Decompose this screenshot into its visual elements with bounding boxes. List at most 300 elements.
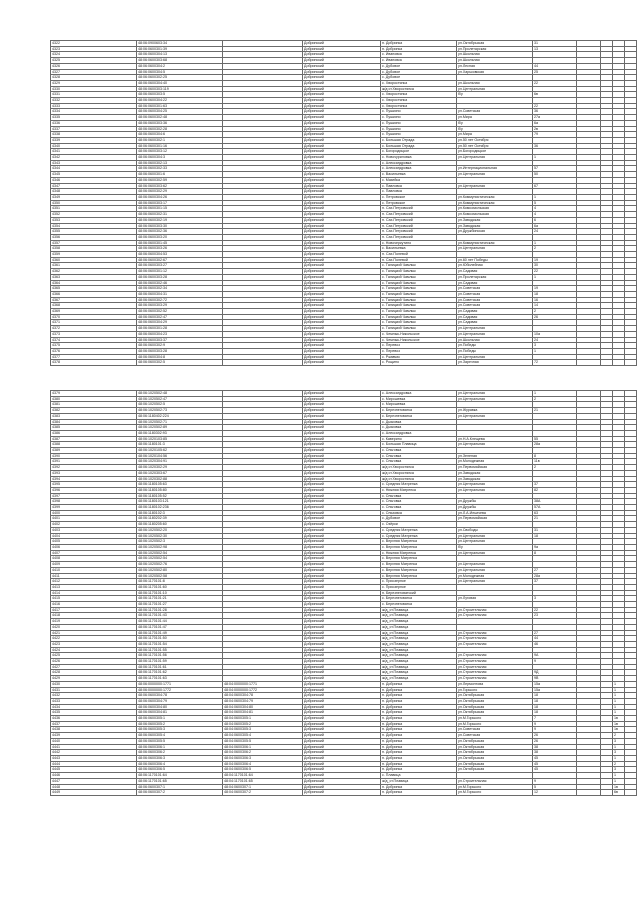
table-cell: ул.М.Горького [457,721,533,727]
table-cell: с. Ольговка [381,448,457,454]
table-cell: с. Большая Плавица [381,442,457,448]
table-cell: 48:04:0600306:3 [223,756,303,762]
table-cell: ж/д ст.Хворостянка [381,476,457,482]
table-cell: п. Добринка [381,790,457,796]
table-cell: ул.Пролетарская [457,274,533,280]
table-cell: Добринский [303,240,381,246]
table-cell: ул.Юбилейная [457,263,533,269]
table-cell: 4391 [51,459,137,465]
table-cell: Добринский [303,297,381,303]
table-cell: 15а [533,687,577,693]
table-cell: ул.Центральная [457,391,533,397]
table-cell: ул.Коммунистическая [457,240,533,246]
table-cell: 3 [533,596,577,602]
table-cell: ул.Центральная [457,331,533,337]
table-cell: 48:06:0600302:48 [137,115,223,121]
table-cell: Добринский [303,303,381,309]
table-cell: 4427 [51,664,137,670]
table-cell: ул.Строительная [457,636,533,642]
table-cell: 48:06:1170101:50 [137,636,223,642]
table-row [51,360,637,366]
table-cell: с. Павловка [381,189,457,195]
table-cell: 4348 [51,189,137,195]
table-cell: 4325 [51,58,137,64]
table-cell: 48:06:1020502:20 [137,527,223,533]
table-cell: 4374 [51,337,137,343]
table-cell: с. Ивановка [381,58,457,64]
table-cell: 48:06:0600301:12 [137,269,223,275]
table-cell: 48:06:1170101:47 [137,624,223,630]
table-cell: Добринский [303,343,381,349]
table-cell: 48:06:0600302:33 [137,166,223,172]
table-cell: 1 [613,744,625,750]
table-cell: 48:06:0600303:17 [137,200,223,206]
table-cell: 26 [533,738,577,744]
table-cell: 48:06:1170101:43 [137,613,223,619]
table-cell: 2 [533,309,577,315]
table-cell: 4367 [51,297,137,303]
table-row [51,790,637,796]
table-cell: п. Добринка [381,756,457,762]
table-cell: 48:04:0600304:78 [223,693,303,699]
table-cell: Добринский [303,482,381,488]
table-cell: 24 [533,337,577,343]
table-cell: 48:06:1020502:47 [137,396,223,402]
table-cell: 48:06:0600305:2 [137,721,223,727]
table-cell: 4346 [51,177,137,183]
table-cell: ул.Октябрьская [457,744,533,750]
table-cell: п. Добринка [381,738,457,744]
table-cell: 4395 [51,482,137,488]
table-cell: 36 [533,109,577,115]
table-cell: Добринский [303,499,381,505]
table-cell: 4399 [51,505,137,511]
table-cell: 4435 [51,710,137,716]
table-cell: Добринский [303,459,381,465]
table-cell: Добринский [303,408,381,414]
table-cell: с. Александровка [381,160,457,166]
table-cell: 4358 [51,246,137,252]
table-cell: 4353 [51,217,137,223]
table-cell: с. Ржавчик [381,354,457,360]
table-cell: ул.Заречная [457,360,533,366]
table-cell: п. Добринка [381,784,457,790]
table-cell: п. Сах.Петровский [381,223,457,229]
table-cell: 4385 [51,425,137,431]
table-cell: 4438 [51,727,137,733]
table-cell: 4334 [51,109,137,115]
table-cell: с. Пушкино [381,109,457,115]
table-cell: 4364 [51,280,137,286]
table-cell: 45 [533,767,577,773]
table-cell: 48:06:0600305:3 [137,727,223,733]
table-cell: 4424 [51,647,137,653]
table-cell: Добринский [303,448,381,454]
table-cell: 4377 [51,354,137,360]
table-cell: Добринский [303,624,381,630]
table-cell: ул.Октябрьская [457,41,533,47]
table-cell: 48:06:0600304:8 [137,354,223,360]
table-cell: с. Средняя Матренка [381,533,457,539]
table-cell: Добринский [303,103,381,109]
table-cell: ж/д_ст.Плавица [381,647,457,653]
table-cell: 3 [613,767,625,773]
table-cell: 48:06:0600302:31 [137,212,223,218]
table-cell: 4336 [51,120,137,126]
table-cell: 48:06:0600307:1 [137,784,223,790]
table-cell: 4405 [51,539,137,545]
table-cell: 48:06:0600304:26 [137,194,223,200]
table-cell: 4357 [51,240,137,246]
table-cell: Добринский [303,52,381,58]
table-cell: п. Добринка [381,681,457,687]
table-cell: 2 [533,246,577,252]
table-cell: б/у [457,120,533,126]
table-cell: п. Добринка [381,761,457,767]
table-cell: 6в [613,790,625,796]
table-cell: 6а [533,223,577,229]
table-cell: Добринский [303,579,381,585]
table-cell: ул.Строительная [457,676,533,682]
table-cell: с. Ольговка [381,493,457,499]
table-cell: 1 [613,773,625,779]
table-cell: 1 [533,155,577,161]
table-cell: Добринский [303,396,381,402]
table-cell: Добринский [303,337,381,343]
table-cell: 48:06:1170101:27 [137,602,223,608]
table-cell: Добринский [303,453,381,459]
table-cell: ж/д_ст.Плавица [381,676,457,682]
table-cell: 4444 [51,761,137,767]
table-cell: ул.Советская [457,733,533,739]
table-cell: с. Новочуриловка [381,155,457,161]
table-cell: 4384 [51,419,137,425]
table-cell: с. Нижняя Матренка [381,550,457,556]
table-cell: 4373 [51,331,137,337]
table-cell: 19 [533,257,577,263]
table-cell: с. Верхняя Матренка [381,562,457,568]
table-cell: 4434 [51,704,137,710]
table-cell: 48:06:0600301:28 [137,326,223,332]
table-cell: 57 [533,166,577,172]
table-cell: п. Добринка [381,767,457,773]
table-cell: Добринский [303,522,381,528]
table-cell: с. Верхняя Матренка [381,539,457,545]
table-cell: Добринский [303,331,381,337]
table-cell: с. Березнеговатка [381,596,457,602]
table-cell: Добринский [303,425,381,431]
table-cell: ул.Заводская [457,476,533,482]
table-cell: Добринский [303,286,381,292]
table-cell: Добринский [303,716,381,722]
table-cell: 2 [613,733,625,739]
table-cell: Добринский [303,761,381,767]
table-cell: 48:06:1170101:49 [137,630,223,636]
table-cell: 4351 [51,206,137,212]
table-cell: с. Озёрки [381,522,457,528]
table-cell: 4328 [51,75,137,81]
table-cell: с. Каверино [381,436,457,442]
table-cell: п. Сах.Петровский [381,206,457,212]
table-cell: Добринский [303,516,381,522]
table-cell: 18 [533,698,577,704]
table-cell: Добринский [303,257,381,263]
table-cell: с. Ивановка [381,52,457,58]
table-cell: ул.Дружбы [457,499,533,505]
table-cell: 1 [533,391,577,397]
table-cell: 4433 [51,698,137,704]
table-cell: Добринский [303,223,381,229]
table-cell: п. Добринка [381,46,457,52]
table-cell: Добринский [303,602,381,608]
table-cell: 4340 [51,143,137,149]
table-cell: ул.Победы [457,348,533,354]
table-cell: с. Пушкино [381,126,457,132]
table-cell: 79 [533,132,577,138]
table-cell: 48:06:0600303:36 [137,120,223,126]
table-cell: 48:06:0600304:40 [137,80,223,86]
table-cell: Добринский [303,155,381,161]
table-cell: Добринский [303,527,381,533]
table-cell: Добринский [303,263,381,269]
table-cell: 9а [533,544,577,550]
table-cell: п. Добринка [381,750,457,756]
table-cell: 4370 [51,314,137,320]
table-cell: 4408 [51,556,137,562]
table-cell: 3 [613,738,625,744]
table-cell: ул.Победы [457,343,533,349]
table-cell: 18 [533,291,577,297]
table-cell: 48:04:0600306:1 [223,744,303,750]
table-cell: 48:06:0600302:5 [137,360,223,366]
table-cell: с. Рощино [381,360,457,366]
table-cell [613,360,625,366]
table-cell: 4327 [51,69,137,75]
table-cell: 48:04:0600305:4 [223,733,303,739]
table-cell: 48:06:0600303:27 [137,263,223,269]
table-cell: ул.Коммунистическая [457,194,533,200]
table-cell: 18 [533,704,577,710]
table-cell: Добринский [303,505,381,511]
table-cell: Добринский [303,92,381,98]
table-cell: 4331 [51,92,137,98]
table-cell: Добринский [303,676,381,682]
table-cell: Добринский [303,229,381,235]
table-cell: Добринский [303,354,381,360]
table-cell: Добринский [303,320,381,326]
table-cell: 27 [533,630,577,636]
table-cell: 22 [533,103,577,109]
table-cell: 4412 [51,579,137,585]
table-cell: 48:06:1020303:67 [137,470,223,476]
table-cell: ул.Интернациональная [457,166,533,172]
table-cell: 4420 [51,624,137,630]
table-cell: ул.Центральная [457,482,533,488]
table-cell: 48:06:1020502:71 [137,419,223,425]
table-cell: 50 [533,172,577,178]
table-cell: ул.Горького [457,687,533,693]
table-cell: 4407 [51,550,137,556]
table-cell: с. Талицкий Чамлык [381,320,457,326]
table-cell: 2в [533,126,577,132]
table-cell: Добринский [303,360,381,366]
table-cell: 13 [533,46,577,52]
table-cell: 48:06:1020105:62 [137,448,223,454]
table-cell: ул.Садовая [457,320,533,326]
table-cell: 6а [533,120,577,126]
table-cell: с. Пушкино [381,120,457,126]
table-cell: 4350 [51,200,137,206]
table-cell: 9Д [533,670,577,676]
table-cell: Добринский [303,58,381,64]
table-cell: 63 [533,510,577,516]
table-cell: Добринский [303,727,381,733]
table-cell: 4387 [51,436,137,442]
table-cell: 48:04:0600305:5 [223,738,303,744]
table-cell: ул.Центральная [457,326,533,332]
table-cell: 4421 [51,630,137,636]
table-cell: 48:06:0600302:9 [137,343,223,349]
table-cell: 1 [613,681,625,687]
table-cell: 48:04:0600307:2 [223,790,303,796]
table-cell: Добринский [303,584,381,590]
table-cell: 4322 [51,41,137,47]
table-cell: 4423 [51,641,137,647]
table-cell: Добринский [303,402,381,408]
table-cell: 48:06:0600304:3 [137,155,223,161]
table-cell: Добринский [303,430,381,436]
table-cell: 55 [533,436,577,442]
table-cell: с. Хворостянка [381,80,457,86]
table-cell: 48:06:0600304:79 [137,698,223,704]
table-cell: 4409 [51,562,137,568]
table-cell: ул.Советская [457,303,533,309]
table-cell: 18 [533,710,577,716]
table-cell: 48:06:0600306:2 [137,750,223,756]
table-cell: 24 [533,229,577,235]
table-cell: ж/д_ст.Плавица [381,619,457,625]
table-cell: 4383 [51,413,137,419]
table-cell: Добринский [303,120,381,126]
table-cell: ул.Школьная [457,58,533,64]
table-cell: с. Мазейка [381,177,457,183]
table-cell: Добринский [303,391,381,397]
table-cell: Добринский [303,613,381,619]
table-cell: 4335 [51,115,137,121]
table-cell: Добринский [303,46,381,52]
table-cell: Добринский [303,149,381,155]
table-cell: 18 [533,693,577,699]
table-cell: 48:06:0600303:12 [137,149,223,155]
table-cell: 48:06:1020502:80 [137,567,223,573]
table-cell: 4359 [51,252,137,258]
table-cell: ул.Заводская [457,217,533,223]
table-cell: ул.Октябрьская [457,750,533,756]
table-cell: Добринский [303,166,381,172]
table-cell: 4361 [51,263,137,269]
table-cell: 4388 [51,442,137,448]
table-cell: 4326 [51,63,137,69]
register-table-2 [50,390,637,796]
table-cell: с. Средняя Матренка [381,527,457,533]
table-cell: п. Сах.Полевой [381,257,457,263]
table-cell: 2 [533,396,577,402]
table-cell: 30 [533,263,577,269]
table-cell: 48:06:0600302:36 [137,229,223,235]
table-cell: 4330 [51,86,137,92]
table-cell: Добринский [303,619,381,625]
table-cell: ж/д_ст.Плавица [381,613,457,619]
table-cell: п. Сах.Петровский [381,217,457,223]
table-cell: Добринский [303,189,381,195]
table-cell: ул.Заводская [457,470,533,476]
table-cell: 72 [533,360,577,366]
table-cell: 48:06:0600302:28 [137,126,223,132]
table-cell: 1 [533,194,577,200]
table-cell [601,790,613,796]
table-cell: 48:06:0600301:63 [137,103,223,109]
table-cell: Добринский [303,607,381,613]
table-cell [625,790,637,796]
table-cell: ул.Богородицкое [457,149,533,155]
table-cell: ул.Школьная [457,52,533,58]
table-cell: 4445 [51,767,137,773]
table-cell: 48:06:1180105:52 [137,493,223,499]
table-cell: ж/д ст.Хворостянка [381,465,457,471]
table-cell: 4345 [51,172,137,178]
table-cell: ул.Центральная [457,562,533,568]
table-cell: 22 [533,269,577,275]
table-cell: с. Березнеговатка [381,602,457,608]
table-cell: ул.Строительная [457,653,533,659]
table-cell: 48:06:0600303:26 [137,246,223,252]
table-cell: Добринский [303,653,381,659]
table-cell: с. Ольговка [381,453,457,459]
table-cell: с. Александровка [381,166,457,172]
table-cell [601,360,613,366]
table-cell: 4366 [51,291,137,297]
table-cell: ул.Центральная [457,442,533,448]
table-cell: с. Талицкий Чамлык [381,291,457,297]
table-cell: ул.Садовая [457,280,533,286]
table-cell: ул.Советская [457,291,533,297]
table-cell: Добринский [303,704,381,710]
table-cell: Добринский [303,567,381,573]
table-cell: 6в [533,92,577,98]
table-cell: ж/д_ст.Плавица [381,636,457,642]
table-cell: 21 [533,516,577,522]
table-cell: 16 [533,297,577,303]
table-cell: 48:06:1170101:10 [137,590,223,596]
table-cell: ул.Советская [457,297,533,303]
table-cell: ул.Советская [457,286,533,292]
table-cell: с. Березнеговатка [381,413,457,419]
table-cell: 4375 [51,343,137,349]
table-cell: 48:06:1180102:236 [137,505,223,511]
table-cell [223,360,303,366]
table-cell: 4429 [51,676,137,682]
table-cell: ул.Строительная [457,670,533,676]
table-cell: ул.Советская [457,109,533,115]
table-cell: ул.Дружбы [457,505,533,511]
table-cell: Добринский [303,784,381,790]
table-cell: 4414 [51,590,137,596]
table-cell: ул.Зеленая [457,453,533,459]
table-cell: п. Добринка [381,744,457,750]
table-cell: 48:06:1170101:56 [137,653,223,659]
table-cell: ул.Центральная [457,155,533,161]
table-cell: с. Александровка [381,391,457,397]
